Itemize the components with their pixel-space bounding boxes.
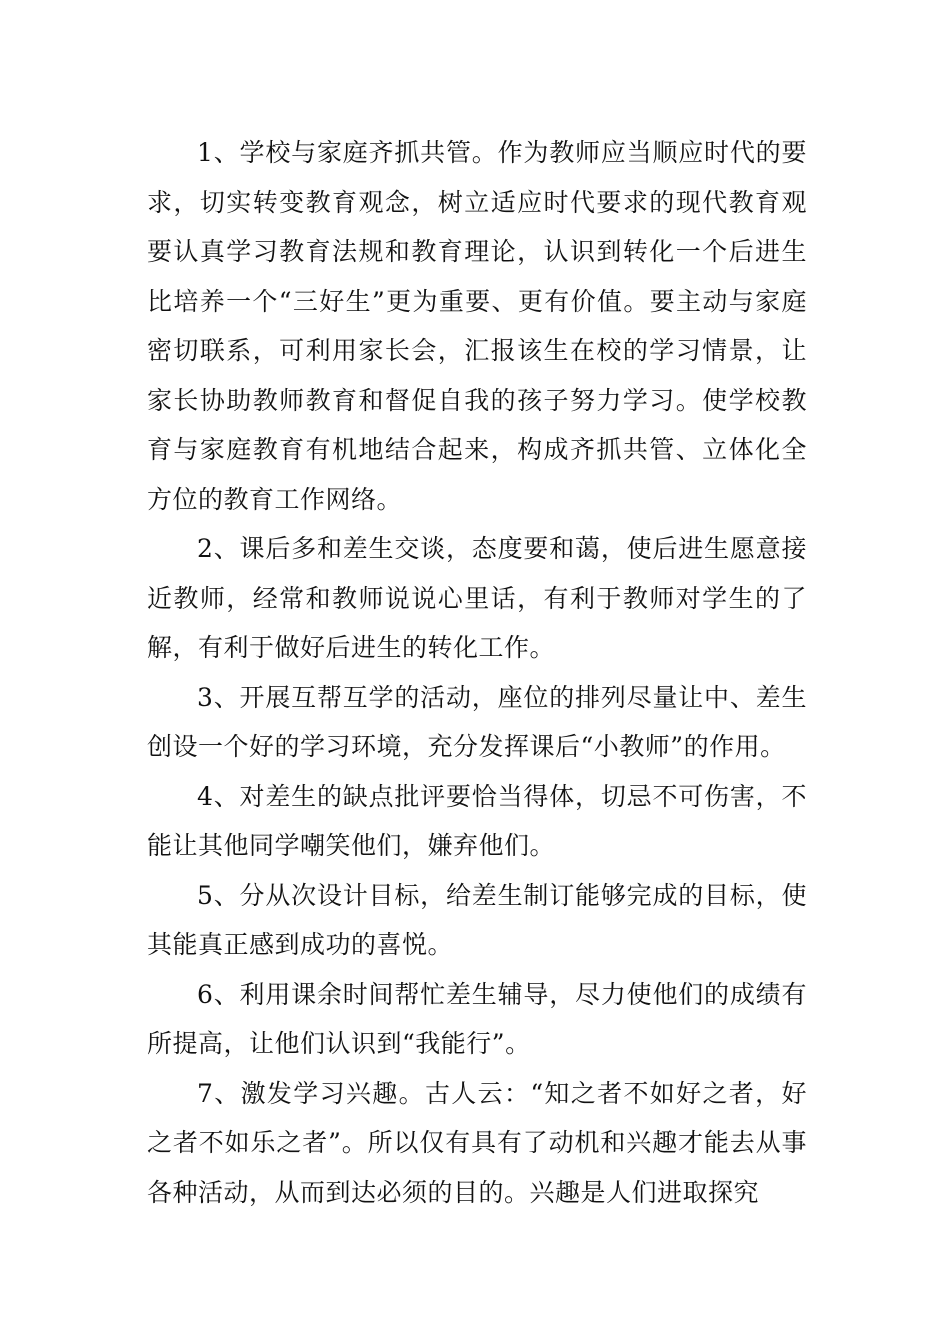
paragraph-5: 5、分从次设计目标，给差生制订能够完成的目标，使其能真正感到成功的喜悦。 (147, 880, 807, 959)
paragraph-1: 1、学校与家庭齐抓共管。作为教师应当顺应时代的要求，切实转变教育观念，树立适应时代要求的现代教育观要认真学习教育法规和教育理论，认识到转化一个后进生比培养一个“三好生”更为重要、更有价值。要主动与家庭密切联系，可利用家长会，汇报该生在校的学习情景，让家长协助教师教育和督促自我的孩子努力学习。使学校教育与家庭教育有机地结合起来，构成齐抓共管、立体化全方位的教育工作网络。 (147, 138, 807, 514)
paragraph-3: 3、开展互帮互学的活动，座位的排列尽量让中、差生创设一个好的学习环境，充分发挥课后“小教师”的作用。 (147, 682, 807, 761)
paragraph-7: 7、激发学习兴趣。古人云：“知之者不如好之者，好之者不如乐之者”。所以仅有具有了动机和兴趣才能去从事各种活动，从而到达必须的目的。兴趣是人们进取探究 (147, 1078, 807, 1207)
paragraph-4: 4、对差生的缺点批评要恰当得体，切忌不可伤害，不能让其他同学嘲笑他们，嫌弃他们。 (147, 781, 807, 860)
paragraph-6: 6、利用课余时间帮忙差生辅导，尽力使他们的成绩有所提高，让他们认识到“我能行”。 (147, 979, 807, 1058)
paragraph-2: 2、课后多和差生交谈，态度要和蔼，使后进生愿意接近教师，经常和教师说说心里话，有利于教师对学生的了解，有利于做好后进生的转化工作。 (147, 534, 807, 662)
document-body (147, 128, 807, 1217)
